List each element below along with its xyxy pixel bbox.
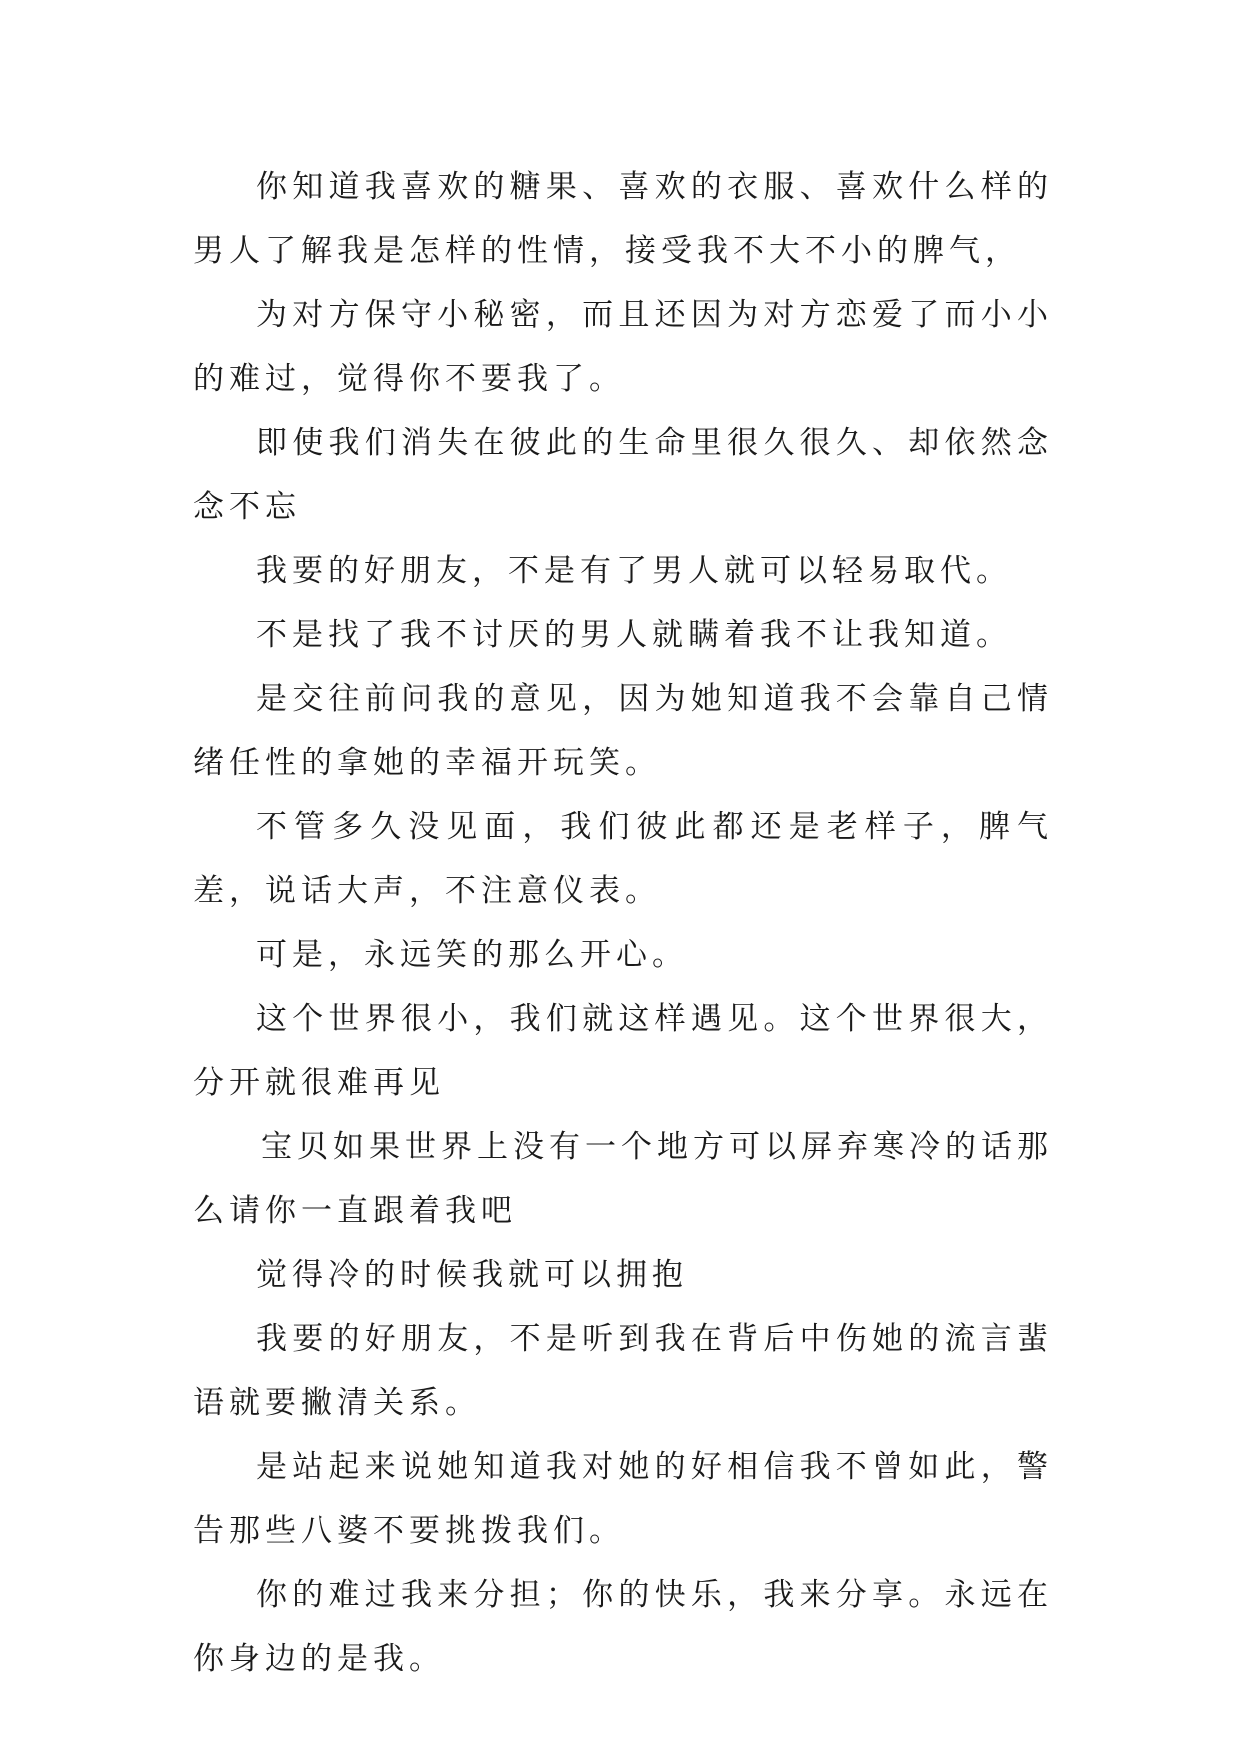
paragraph-2: 为对方保守小秘密，而且还因为对方恋爱了而小小的难过，觉得你不要我了。 [193, 297, 1053, 397]
paragraph-1: 你知道我喜欢的糖果、喜欢的衣服、喜欢什么样的男人了解我是怎样的性情，接受我不大不小的脾气， [193, 169, 1053, 269]
paragraph-10: 宝贝如果世界上没有一个地方可以屏弃寒冷的话那么请你一直跟着我吧 [193, 1129, 1053, 1229]
paragraph-14: 你的难过我来分担；你的快乐，我来分享。永远在你身边的是我。 [193, 1577, 1053, 1677]
paragraph-12: 我要的好朋友，不是听到我在背后中伤她的流言蜚语就要撇清关系。 [193, 1321, 1053, 1421]
paragraph-13: 是站起来说她知道我对她的好相信我不曾如此，警告那些八婆不要挑拨我们。 [193, 1449, 1053, 1549]
paragraph-4: 我要的好朋友，不是有了男人就可以轻易取代。 [256, 553, 1012, 589]
paragraph-6: 是交往前问我的意见，因为她知道我不会靠自己情绪任性的拿她的幸福开玩笑。 [193, 681, 1053, 781]
paragraph-3: 即使我们消失在彼此的生命里很久很久、却依然念念不忘 [193, 425, 1053, 525]
paragraph-8: 可是，永远笑的那么开心。 [256, 937, 688, 973]
paragraph-9: 这个世界很小，我们就这样遇见。这个世界很大，分开就很难再见 [193, 1001, 1053, 1101]
document-body [193, 155, 1053, 1691]
paragraph-11: 觉得冷的时候我就可以拥抱 [256, 1257, 688, 1293]
paragraph-7: 不管多久没见面，我们彼此都还是老样子，脾气差，说话大声，不注意仪表。 [193, 809, 1053, 909]
paragraph-5: 不是找了我不讨厌的男人就瞒着我不让我知道。 [256, 617, 1012, 653]
